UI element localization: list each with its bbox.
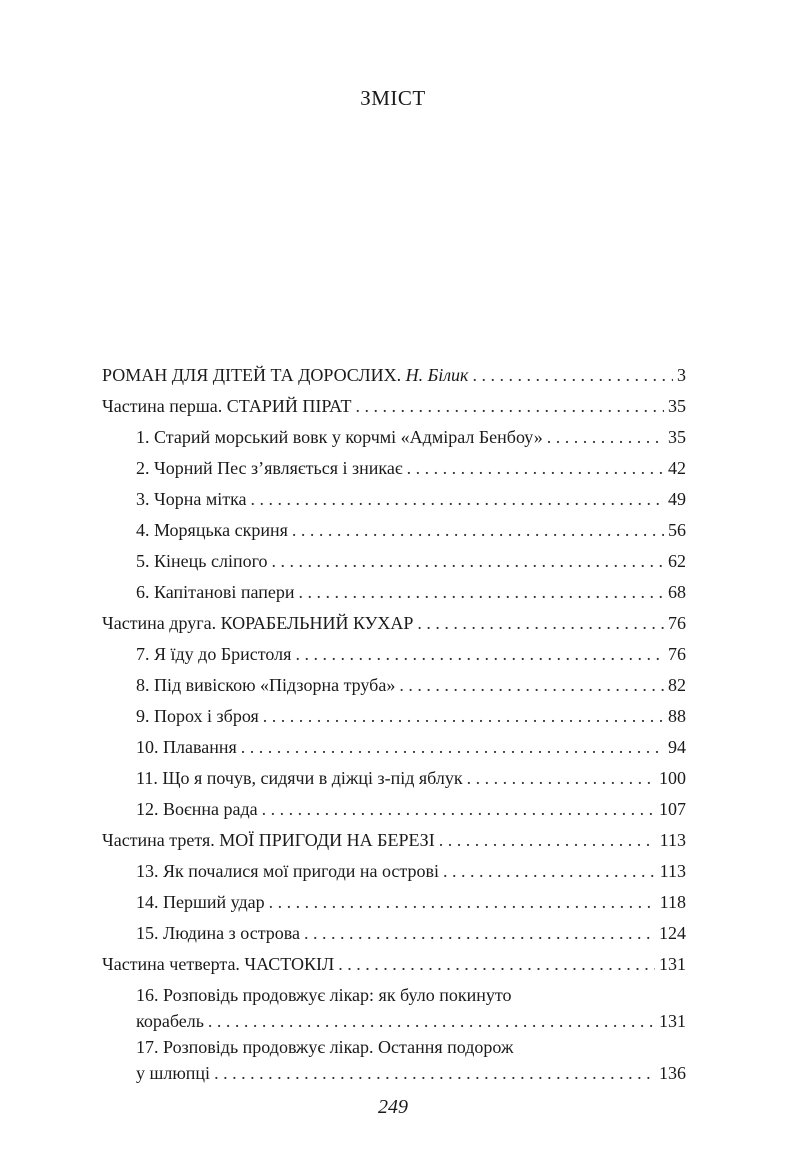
toc-entry-chapter-2[interactable] (136, 455, 686, 486)
toc-entry-chapter-8[interactable] (136, 672, 686, 703)
toc-entry-chapter-14[interactable] (136, 889, 686, 920)
entry-label: 6. Капітанові папери (136, 582, 295, 602)
toc-entry-chapter-7[interactable] (136, 641, 686, 672)
entry-label: 15. Людина з острова (136, 923, 301, 943)
entry-page-number: 56 (668, 520, 686, 540)
dot-leader (295, 641, 664, 667)
entry-page-number: 113 (659, 861, 686, 881)
page-title: ЗМІСТ (360, 86, 426, 110)
entry-page-number: 3 (677, 365, 686, 385)
dot-leader (399, 672, 664, 698)
entry-label-line-1: 17. Розповідь продовжує лікар. Остання подорож (136, 1037, 514, 1057)
entry-page-number: 76 (668, 644, 686, 664)
entry-label: 2. Чорний Пес з’являється і зникає (136, 458, 403, 478)
entry-label: Частина третя. МОЇ ПРИГОДИ НА БЕРЕЗІ (102, 830, 435, 850)
toc-entry-chapter-1[interactable] (136, 424, 686, 455)
toc-entry-chapter-11[interactable] (136, 765, 686, 796)
entry-page-number: 82 (668, 675, 686, 695)
toc-entry-part-2[interactable] (102, 610, 686, 641)
dot-leader (439, 827, 656, 853)
toc-entry-chapter-13[interactable] (136, 858, 686, 889)
dot-leader (251, 486, 664, 512)
entry-label: Частина друга. КОРАБЕЛЬНИЙ КУХАР (102, 613, 414, 633)
dot-leader (269, 889, 656, 915)
dot-leader (407, 455, 664, 481)
toc-entry-part-1[interactable] (102, 393, 686, 424)
entry-page-number: 131 (659, 1011, 686, 1031)
entry-label: 12. Воєнна рада (136, 799, 258, 819)
entry-page-number: 124 (659, 923, 686, 943)
dot-leader (356, 393, 665, 419)
toc-entry-chapter-5[interactable] (136, 548, 686, 579)
entry-label: 11. Що я почув, сидячи в діжці з-під яблук (136, 768, 463, 788)
toc-entry-chapter-17[interactable] (136, 1034, 686, 1086)
dot-leader (467, 765, 655, 791)
entry-label: 9. Порох і зброя (136, 706, 259, 726)
dot-leader (241, 734, 664, 760)
entry-label: 1. Старий морський вовк у корчмі «Адмірал Бенбоу» (136, 427, 543, 447)
toc-entry-chapter-3[interactable] (136, 486, 686, 517)
entry-label: 5. Кінець сліпого (136, 551, 268, 571)
toc-entry-chapter-10[interactable] (136, 734, 686, 765)
dot-leader (263, 703, 664, 729)
dot-leader (547, 424, 664, 450)
toc-entry-chapter-9[interactable] (136, 703, 686, 734)
entry-label: 14. Перший удар (136, 892, 265, 912)
dot-leader (304, 920, 655, 946)
toc-entry-chapter-16[interactable] (136, 982, 686, 1034)
entry-label-line-1: 16. Розповідь продовжує лікар: як було покинуто (136, 985, 512, 1005)
dot-leader (208, 1008, 655, 1034)
dot-leader (292, 517, 664, 543)
entry-page-number: 100 (659, 768, 686, 788)
toc-entry-chapter-6[interactable] (136, 579, 686, 610)
dot-leader (214, 1060, 655, 1086)
dot-leader (272, 548, 664, 574)
entry-page-number: 35 (668, 427, 686, 447)
dot-leader (262, 796, 655, 822)
toc-entry-chapter-4[interactable] (136, 517, 686, 548)
entry-page-number: 68 (668, 582, 686, 602)
entry-page-number: 42 (668, 458, 686, 478)
entry-page-number: 131 (659, 954, 686, 974)
entry-page-number: 62 (668, 551, 686, 571)
entry-page-number: 107 (659, 799, 686, 819)
entry-label: 3. Чорна мітка (136, 489, 247, 509)
entry-label: 7. Я їду до Бристоля (136, 644, 292, 664)
entry-label-line-2: корабель (136, 1011, 204, 1031)
entry-page-number: 49 (668, 489, 686, 509)
entry-page-number: 136 (659, 1063, 686, 1083)
entry-label: 13. Як почалися мої пригоди на острові (136, 861, 440, 881)
entry-page-number: 76 (668, 613, 686, 633)
toc-entry-preface[interactable] (102, 362, 686, 393)
dot-leader (443, 858, 656, 884)
entry-page-number: 118 (659, 892, 686, 912)
entry-label: 10. Плавання (136, 737, 237, 757)
dot-leader (338, 951, 655, 977)
entry-page-number: 113 (659, 830, 686, 850)
entry-label: 4. Моряцька скриня (136, 520, 288, 540)
toc-entry-chapter-15[interactable] (136, 920, 686, 951)
table-of-contents (102, 362, 686, 1086)
entry-author: Н. Білик (405, 365, 469, 385)
entry-label: 8. Під вивіскою «Підзорна труба» (136, 675, 396, 695)
dot-leader (472, 362, 673, 388)
toc-entry-part-4[interactable] (102, 951, 686, 982)
entry-page-number: 35 (668, 396, 686, 416)
entry-label: Частина перша. СТАРИЙ ПІРАТ (102, 396, 352, 416)
entry-label-line-2: у шлюпці (136, 1063, 211, 1083)
toc-entry-chapter-12[interactable] (136, 796, 686, 827)
entry-label: Частина четверта. ЧАСТОКІЛ (102, 954, 335, 974)
dot-leader (417, 610, 664, 636)
entry-page-number: 94 (668, 737, 686, 757)
page-number: 249 (378, 1096, 408, 1118)
entry-page-number: 88 (668, 706, 686, 726)
entry-label: РОМАН ДЛЯ ДІТЕЙ ТА ДОРОСЛИХ. (102, 365, 402, 385)
dot-leader (299, 579, 664, 605)
toc-entry-part-3[interactable] (102, 827, 686, 858)
